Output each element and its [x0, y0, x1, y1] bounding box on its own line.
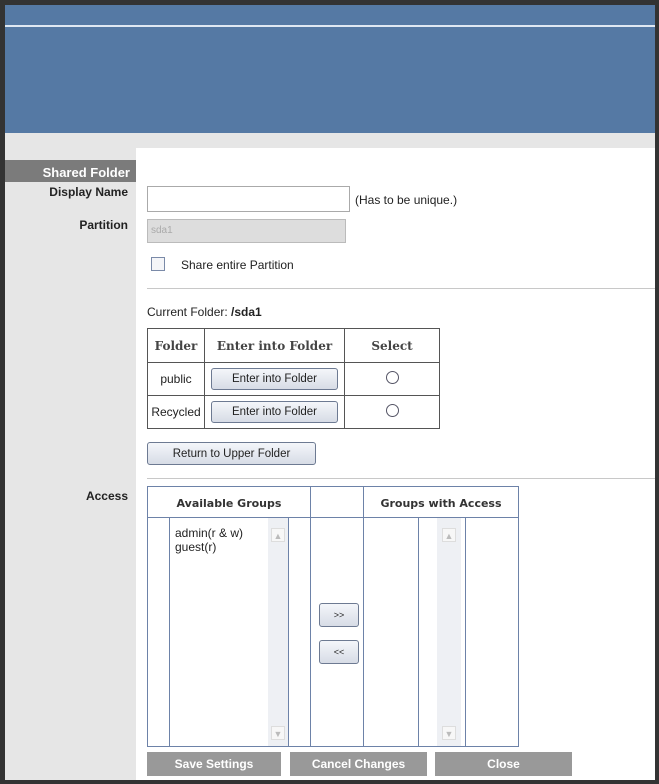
divider	[147, 478, 655, 479]
select-radio[interactable]	[386, 371, 399, 384]
access-label: Access	[85, 489, 128, 503]
col-select: Select	[345, 329, 440, 363]
current-folder-label: Current Folder:	[147, 305, 228, 319]
display-name-label: Display Name	[49, 185, 128, 199]
list-item[interactable]: admin(r & w)	[175, 526, 244, 540]
return-upper-folder-button[interactable]: Return to Upper Folder	[147, 442, 316, 465]
add-group-button[interactable]: >>	[319, 603, 359, 627]
display-name-hint: (Has to be unique.)	[355, 193, 458, 207]
partition-label: Partition	[79, 218, 128, 232]
header-band	[5, 133, 655, 148]
scroll-up-icon[interactable]: ▲	[442, 528, 456, 542]
current-folder-value: /sda1	[231, 305, 262, 319]
cancel-changes-button[interactable]: Cancel Changes	[290, 752, 427, 776]
enter-folder-button[interactable]: Enter into Folder	[211, 401, 338, 423]
table-row	[148, 363, 440, 396]
groups-with-access-header: Groups with Access	[380, 497, 502, 510]
available-groups-list[interactable]	[169, 517, 289, 747]
folder-name: Recycled	[148, 396, 205, 429]
share-entire-label: Share entire Partition	[181, 258, 294, 272]
scroll-up-icon[interactable]: ▲	[271, 528, 285, 542]
enter-folder-button[interactable]: Enter into Folder	[211, 368, 338, 390]
scroll-down-icon[interactable]: ▼	[271, 726, 285, 740]
share-entire-checkbox[interactable]	[151, 257, 165, 271]
save-settings-button[interactable]: Save Settings	[147, 752, 281, 776]
groups-with-access-list[interactable]	[418, 517, 466, 747]
scrollbar[interactable]	[437, 518, 461, 746]
folder-name: public	[148, 363, 205, 396]
select-radio[interactable]	[386, 404, 399, 417]
col-enter: Enter into Folder	[205, 329, 345, 363]
scroll-down-icon[interactable]: ▼	[442, 726, 456, 740]
section-title: Shared Folder	[5, 160, 136, 182]
label-column	[5, 148, 136, 780]
current-folder	[147, 305, 262, 319]
scrollbar[interactable]	[268, 518, 288, 746]
header-divider	[5, 25, 655, 27]
available-groups-header: Available Groups	[176, 497, 282, 510]
folder-table	[147, 328, 440, 429]
divider	[147, 288, 655, 289]
col-folder: Folder	[148, 329, 205, 363]
list-item[interactable]: guest(r)	[175, 540, 217, 554]
remove-group-button[interactable]: <<	[319, 640, 359, 664]
display-name-input[interactable]	[147, 186, 350, 212]
partition-input: sda1	[147, 219, 346, 243]
table-row	[148, 396, 440, 429]
close-button[interactable]: Close	[435, 752, 572, 776]
